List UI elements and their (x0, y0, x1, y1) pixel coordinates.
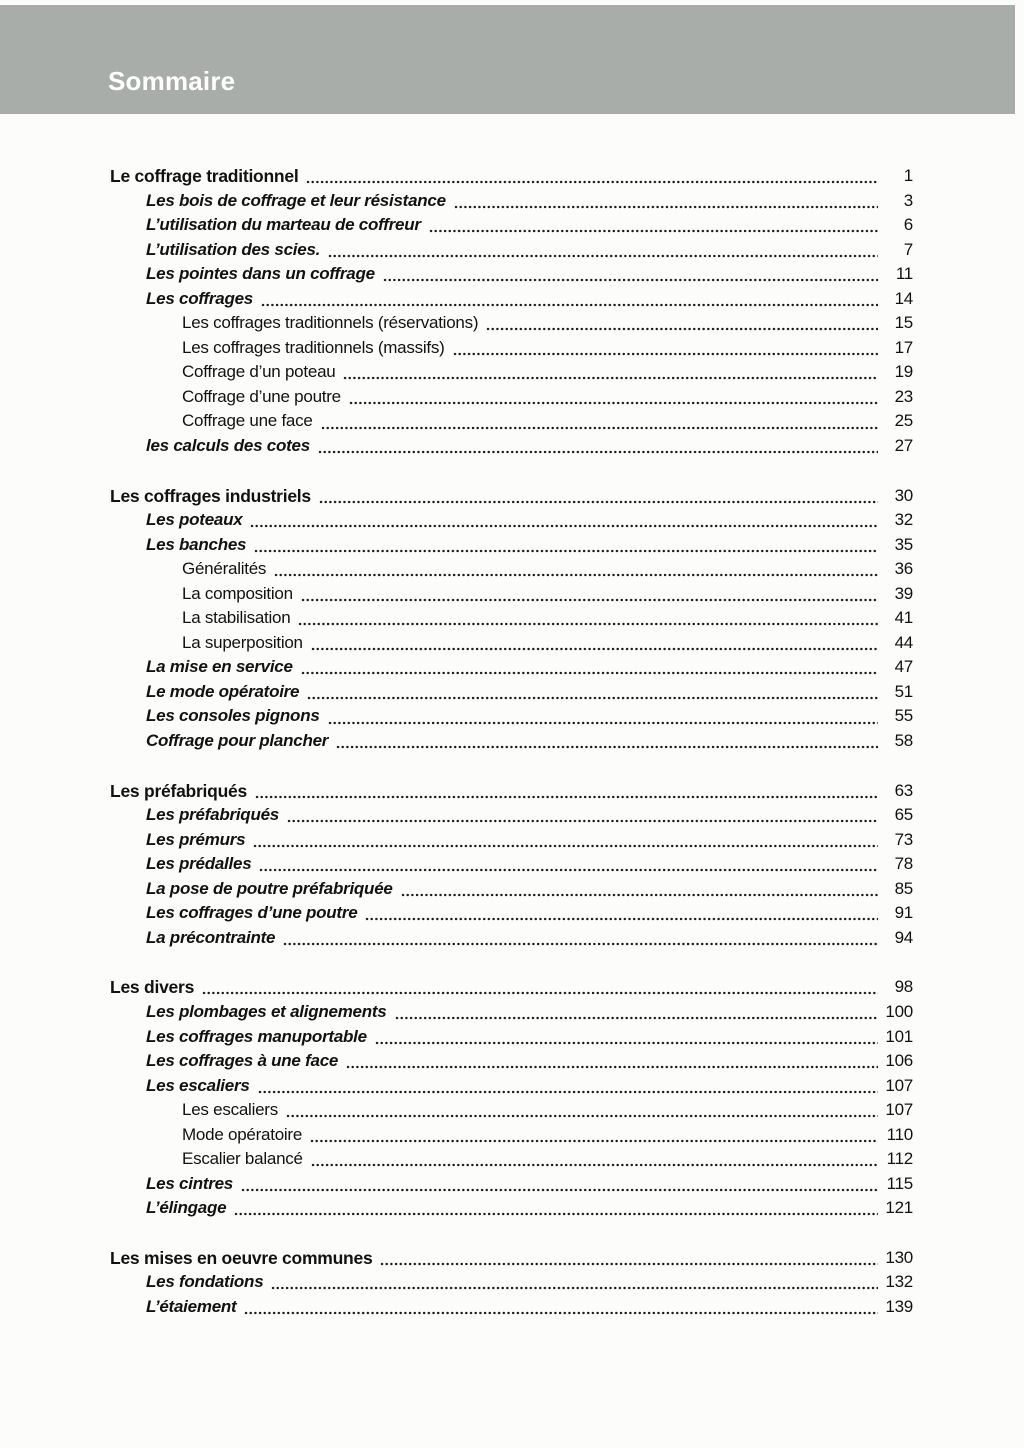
dot-leader (349, 401, 878, 405)
toc-entry (110, 508, 913, 533)
toc-entry-label: Les coffrages manuportable (146, 1026, 367, 1046)
toc-entry-page: 41 (894, 608, 913, 628)
toc-entry (110, 164, 913, 189)
toc-entry (110, 360, 913, 385)
toc-entry-page: 27 (894, 436, 913, 456)
dot-leader (365, 917, 878, 921)
toc-section (110, 779, 913, 951)
toc-entry (110, 877, 913, 902)
toc-entry-page: 85 (894, 878, 913, 898)
toc-entry-page: 78 (894, 854, 913, 874)
toc-entry-label: Les plombages et alignements (146, 1001, 387, 1021)
toc-entry-page: 139 (885, 1296, 913, 1316)
toc-entry-page: 55 (894, 706, 913, 726)
toc-entry-page: 112 (886, 1149, 913, 1169)
dot-leader (250, 524, 878, 528)
toc-entry-label: Les consoles pignons (146, 706, 320, 726)
dot-leader (343, 376, 878, 380)
toc-entry-label: Les pointes dans un coffrage (146, 264, 375, 284)
toc-entry-page: 32 (894, 510, 913, 530)
toc-entry-label: Les banches (146, 534, 247, 554)
toc-entry (110, 1270, 913, 1295)
toc-entry-page: 35 (894, 534, 913, 554)
dot-leader (258, 1090, 878, 1094)
toc-entry-label: Les fondations (146, 1272, 264, 1292)
dot-leader (311, 647, 878, 651)
toc-entry-page: 100 (885, 1001, 913, 1021)
dot-leader (261, 303, 878, 307)
toc-entry-page: 1 (903, 166, 913, 185)
dot-leader (287, 819, 878, 823)
dot-leader (319, 500, 878, 504)
dot-leader (383, 278, 878, 282)
toc-entry (110, 1196, 913, 1221)
toc-entry-page: 14 (894, 288, 913, 308)
dot-leader (271, 1286, 878, 1290)
toc-entry-label: Les escaliers (182, 1100, 278, 1120)
toc-entry-label: La précontrainte (146, 927, 276, 947)
dot-leader (274, 573, 878, 577)
toc-entry-page: 106 (885, 1051, 913, 1071)
toc-entry-label: Les prémurs (146, 829, 246, 849)
toc-entry (110, 729, 913, 754)
toc-entry-label: Coffrage d’une poutre (182, 386, 341, 406)
page-title: Sommaire (108, 66, 236, 96)
toc-entry-page: 73 (894, 829, 913, 849)
dot-leader (255, 795, 878, 799)
dot-leader (401, 893, 878, 897)
toc-entry-label: Les coffrages traditionnels (massifs) (182, 337, 445, 357)
toc-entry (110, 1295, 913, 1320)
toc-entry-label: Les coffrages (146, 288, 253, 308)
toc-entry (110, 1049, 913, 1074)
toc-entry-label: Les bois de coffrage et leur résistance (146, 190, 446, 210)
toc-entry (110, 1172, 913, 1197)
toc-entry (110, 385, 913, 410)
toc-entry-label: Escalier balancé (182, 1149, 303, 1169)
dot-leader (241, 1188, 878, 1192)
toc-entry-page: 98 (894, 977, 913, 997)
dot-leader (395, 1016, 878, 1020)
dot-leader (328, 254, 878, 258)
toc-entry-label: La stabilisation (182, 608, 291, 628)
toc-entry-page: 15 (894, 313, 913, 333)
toc-entry (110, 901, 913, 926)
toc-entry-page: 121 (885, 1198, 913, 1218)
dot-leader (311, 1163, 878, 1167)
dot-leader (318, 450, 878, 454)
toc-entry (110, 409, 913, 434)
toc-entry (110, 926, 913, 951)
toc-entry-label: La mise en service (146, 657, 293, 677)
toc-entry-page: 94 (894, 927, 913, 947)
toc-entry-page: 30 (894, 485, 913, 505)
dot-leader (301, 598, 878, 602)
dot-leader (306, 180, 878, 184)
toc-entry-label: Les préfabriqués (146, 805, 279, 825)
dot-leader (244, 1311, 878, 1315)
toc-entry-page: 19 (894, 362, 913, 382)
toc-entry-label: Les mises en oeuvre communes (110, 1247, 373, 1268)
toc-entry-page: 11 (895, 264, 913, 284)
toc-entry-page: 58 (894, 731, 913, 751)
toc-entry-page: 107 (885, 1075, 913, 1095)
toc-entry-page: 17 (894, 337, 913, 357)
toc-entry-label: Les coffrages traditionnels (réservations) (182, 313, 479, 333)
dot-leader (380, 1262, 878, 1266)
toc-entry (110, 655, 913, 680)
toc-entry-label: L’utilisation du marteau de coffreur (146, 215, 421, 235)
toc-entry (110, 484, 913, 509)
toc-entry (110, 1123, 913, 1148)
toc-entry (110, 852, 913, 877)
toc-entry (110, 1098, 913, 1123)
toc-entry-label: Les coffrages d’une poutre (146, 903, 358, 923)
toc-entry-label: Les prédalles (146, 854, 252, 874)
toc-entry (110, 262, 913, 287)
toc-entry-label: L’élingage (146, 1198, 227, 1218)
toc-entry-label: L’utilisation des scies. (146, 239, 321, 259)
toc-entry-page: 39 (894, 583, 913, 603)
toc-entry-label: Mode opératoire (182, 1124, 303, 1144)
toc-entry-label: La composition (182, 583, 293, 603)
dot-leader (336, 745, 878, 749)
toc-entry-label: L’étaiement (146, 1296, 237, 1316)
toc-entry-page: 63 (894, 780, 913, 800)
dot-leader (286, 1114, 878, 1118)
toc-entry-label: Le coffrage traditionnel (110, 166, 299, 186)
toc-section (110, 484, 913, 754)
toc-entry-label: Généralités (182, 559, 267, 579)
toc-entry (110, 582, 913, 607)
toc-entry-page: 36 (894, 559, 913, 579)
toc-entry (110, 557, 913, 582)
toc-entry-label: La superposition (182, 632, 303, 652)
header-band (0, 5, 1015, 114)
toc-section (110, 975, 913, 1220)
toc-entry-page: 107 (885, 1100, 913, 1120)
toc-entry-page: 23 (894, 386, 913, 406)
toc-entry (110, 287, 913, 312)
toc-entry-page: 132 (885, 1272, 913, 1292)
dot-leader (298, 622, 878, 626)
toc-entry (110, 828, 913, 853)
toc-entry (110, 779, 913, 804)
toc-entry (110, 803, 913, 828)
dot-leader (486, 327, 878, 331)
dot-leader (253, 844, 878, 848)
dot-leader (321, 426, 878, 430)
toc-entry-page: 47 (894, 657, 913, 677)
dot-leader (454, 205, 878, 209)
toc-entry (110, 311, 913, 336)
toc (110, 164, 913, 1320)
toc-entry-page: 3 (903, 190, 913, 210)
dot-leader (429, 229, 878, 233)
toc-entry (110, 238, 913, 263)
dot-leader (328, 721, 878, 725)
toc-entry-page: 91 (894, 903, 913, 923)
toc-entry (110, 1000, 913, 1025)
toc-entry-label: Les poteaux (146, 510, 243, 530)
toc-entry-page: 110 (886, 1124, 913, 1144)
toc-entry-page: 130 (885, 1247, 913, 1267)
toc-section (110, 164, 913, 459)
toc-entry-label: Coffrage d’un poteau (182, 362, 336, 382)
toc-entry (110, 336, 913, 361)
toc-entry-label: Les escaliers (146, 1075, 250, 1095)
dot-leader (307, 696, 878, 700)
toc-entry-label: Coffrage pour plancher (146, 731, 329, 751)
dot-leader (283, 942, 878, 946)
toc-entry-page: 7 (903, 239, 913, 259)
dot-leader (301, 671, 878, 675)
toc-entry (110, 1147, 913, 1172)
toc-entry (110, 213, 913, 238)
toc-entry (110, 189, 913, 214)
toc-entry-page: 65 (894, 805, 913, 825)
dot-leader (202, 991, 878, 995)
toc-entry (110, 533, 913, 558)
dot-leader (375, 1041, 878, 1045)
toc-entry (110, 975, 913, 1000)
toc-section (110, 1246, 913, 1320)
toc-entry (110, 1246, 913, 1271)
toc-entry-label: les calculs des cotes (146, 436, 310, 456)
toc-entry-label: La pose de poutre préfabriquée (146, 878, 393, 898)
dot-leader (453, 352, 878, 356)
toc-entry-label: Les coffrages industriels (110, 485, 311, 506)
toc-entry (110, 434, 913, 459)
toc-entry (110, 631, 913, 656)
dot-leader (259, 868, 878, 872)
toc-entry-page: 44 (894, 632, 913, 652)
toc-entry-label: Les cintres (146, 1173, 234, 1193)
toc-entry-label: Coffrage une face (182, 411, 313, 431)
toc-entry-label: Le mode opératoire (146, 681, 300, 701)
toc-entry-label: Les divers (110, 977, 195, 998)
dot-leader (234, 1212, 878, 1216)
toc-entry-page: 101 (885, 1026, 913, 1046)
toc-entry-page: 6 (903, 215, 913, 235)
toc-entry-page: 115 (886, 1173, 913, 1193)
toc-entry (110, 704, 913, 729)
toc-entry (110, 606, 913, 631)
toc-entry-page: 25 (894, 411, 913, 431)
toc-entry-page: 51 (894, 681, 913, 701)
dot-leader (310, 1139, 878, 1143)
dot-leader (346, 1065, 878, 1069)
toc-entry (110, 680, 913, 705)
dot-leader (254, 549, 878, 553)
toc-entry (110, 1074, 913, 1099)
toc-entry (110, 1025, 913, 1050)
toc-entry-label: Les préfabriqués (110, 780, 248, 801)
toc-entry-label: Les coffrages à une face (146, 1051, 339, 1071)
